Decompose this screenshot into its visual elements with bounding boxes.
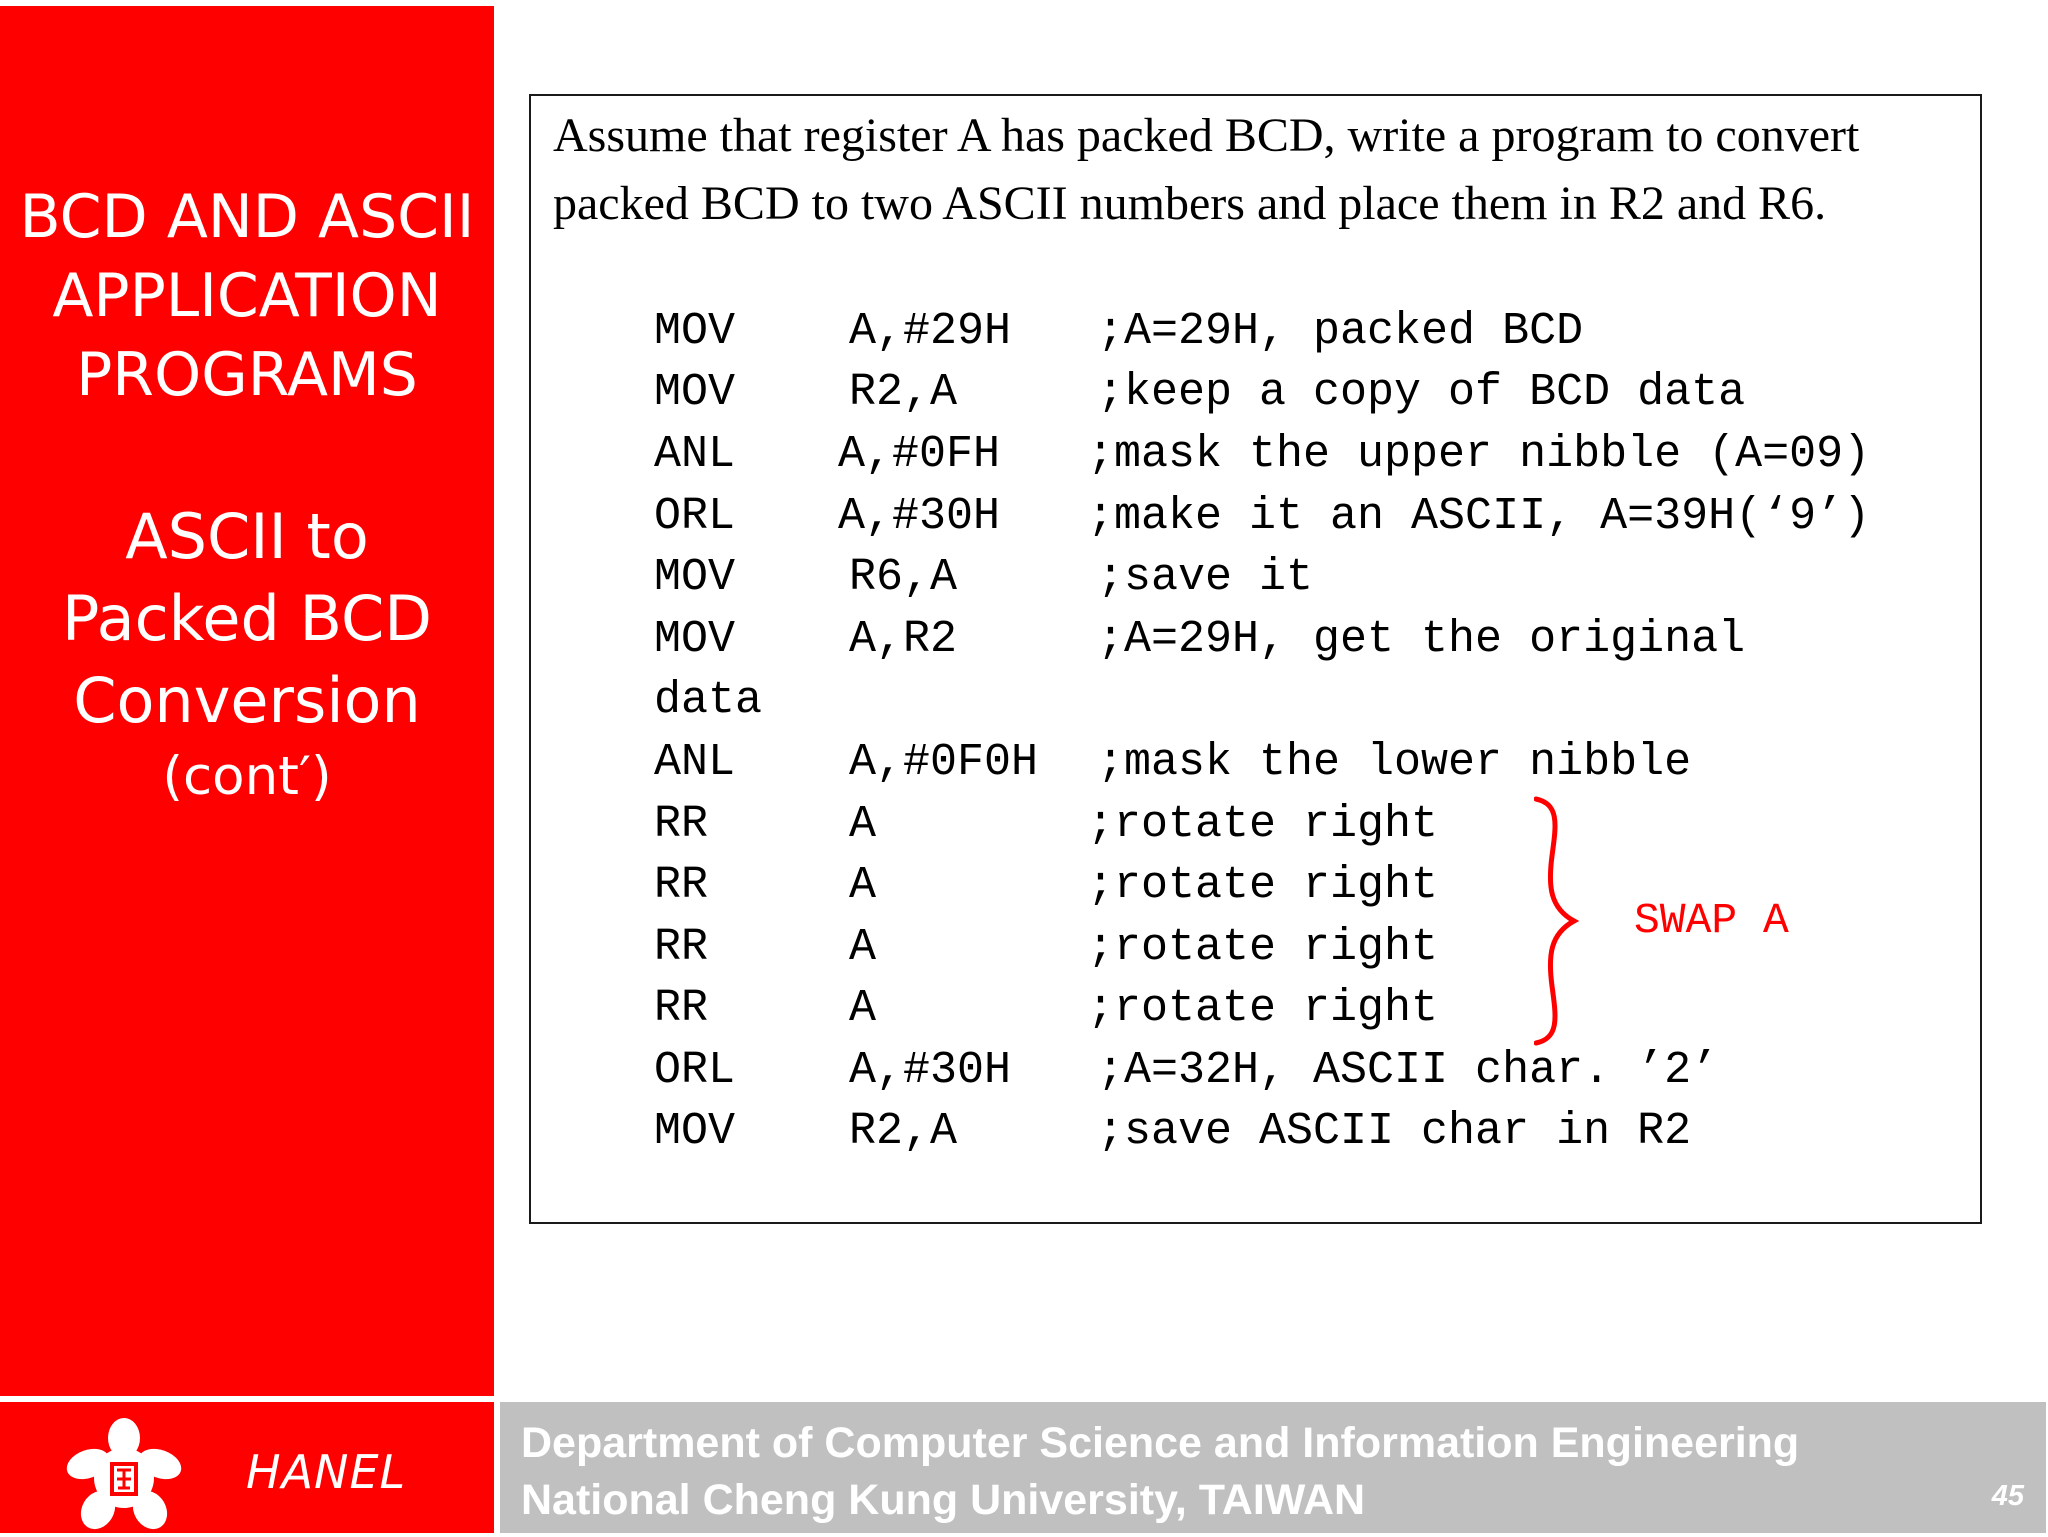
code-mnemonic: MOV [654,1106,736,1157]
code-operand: A,#0FH [838,429,1001,480]
slide-subtitle-suffix: (cont′) [162,746,332,807]
section-title [0,178,494,415]
code-comment: ;rotate right [1087,799,1439,850]
slide-subtitle-line: ASCII to [125,500,369,573]
swap-annotation: SWAP A [1634,896,1789,945]
code-mnemonic: ANL [654,429,736,480]
problem-statement-line: Assume that register A has packed BCD, write a program to convert [553,109,1860,162]
code-comment: ;rotate right [1087,922,1439,973]
code-operand: R2,A [849,367,958,418]
code-operand: A,R2 [849,614,958,665]
code-comment: ;rotate right [1087,983,1439,1034]
slide-subtitle-line: Packed BCD [61,582,433,655]
section-title-line: PROGRAMS [76,340,418,410]
code-comment: ;make it an ASCII, A=39H(‘9’) [1087,491,1871,542]
code-operand: A,#30H [849,1045,1012,1096]
code-operand: A [849,860,877,911]
department-info [521,1415,1799,1529]
section-title-line: APPLICATION [52,261,442,331]
code-comment: ;A=29H, packed BCD [1097,306,1584,357]
code-operand: A,#0F0H [849,737,1039,788]
code-comment: ;A=32H, ASCII char. ’2’ [1097,1045,1719,1096]
code-mnemonic: RR [654,799,709,850]
code-mnemonic: RR [654,983,709,1034]
sidebar [0,6,494,1396]
code-mnemonic: MOV [654,306,736,357]
code-operand: R6,A [849,552,958,603]
footer-brand [0,1402,494,1533]
university-emblem-icon [58,1418,190,1536]
curly-brace-icon [1534,796,1594,1046]
code-operand: A,#29H [849,306,1012,357]
department-name: Department of Computer Science and Information Engineering [521,1419,1800,1467]
code-continuation: data [654,675,763,726]
code-comment: ;rotate right [1087,860,1439,911]
author-name: HANEL [246,1445,407,1499]
code-mnemonic: ORL [654,1045,736,1096]
code-mnemonic: ORL [654,491,736,542]
slide-subtitle [0,496,494,812]
code-operand: A [849,922,877,973]
code-mnemonic: ANL [654,737,736,788]
code-operand: A [849,799,877,850]
code-comment: ;save ASCII char in R2 [1097,1106,1692,1157]
slide-subtitle-line: Conversion [73,664,421,737]
code-operand: R2,A [849,1106,958,1157]
code-mnemonic: RR [654,860,709,911]
problem-statement [553,102,1973,238]
code-mnemonic: RR [654,922,709,973]
problem-statement-line: packed BCD to two ASCII numbers and place them in R2 and R6. [553,177,1827,230]
code-comment: ;save it [1097,552,1314,603]
code-operand: A [849,983,877,1034]
footer-info [500,1402,2046,1533]
code-comment: ;A=29H, get the original [1097,614,1746,665]
university-name: National Cheng Kung University, TAIWAN [521,1476,1366,1524]
page-number: 45 [1991,1480,2024,1512]
code-operand: A,#30H [838,491,1001,542]
code-comment: ;mask the upper nibble (A=09) [1087,429,1871,480]
code-comment: ;mask the lower nibble [1097,737,1692,788]
code-comment: ;keep a copy of BCD data [1097,367,1746,418]
code-mnemonic: MOV [654,614,736,665]
section-title-line: BCD AND ASCII [19,182,475,252]
example-box [529,94,1982,1224]
code-mnemonic: MOV [654,552,736,603]
code-mnemonic: MOV [654,367,736,418]
